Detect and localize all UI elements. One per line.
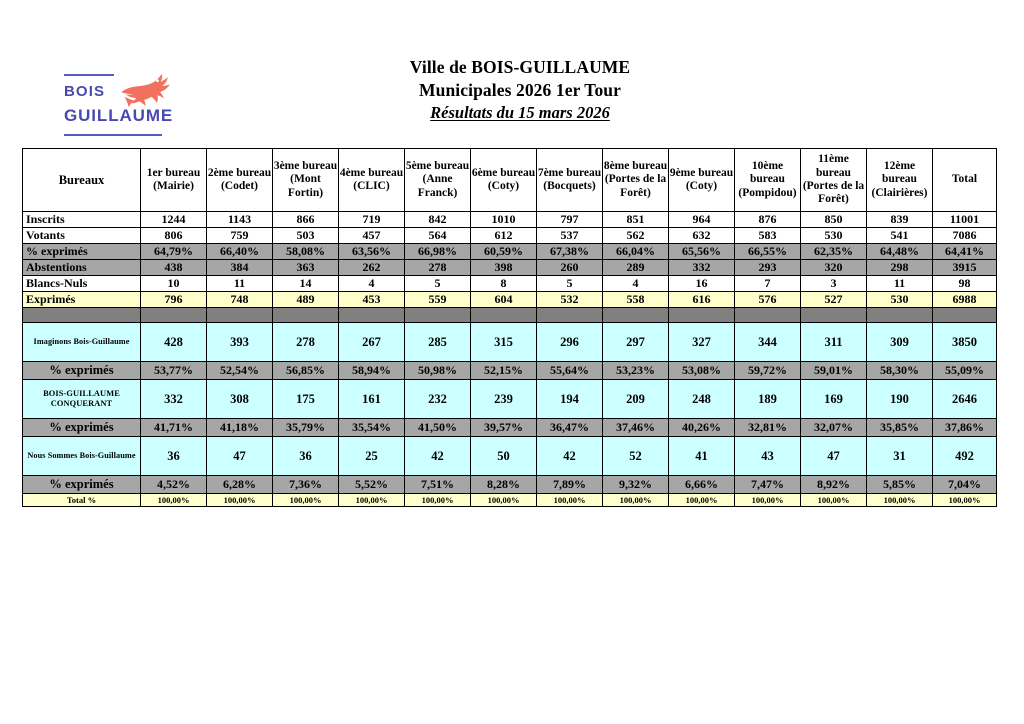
candidate-0-pct-7: 53,23% [603,362,669,380]
cell-r4-c11: 11 [867,276,933,292]
cell-r4-c6: 5 [537,276,603,292]
column-header-7: 7ème bureau (Bocquets) [537,149,603,212]
candidate-1-votes-6: 194 [537,380,603,419]
row-label-3: Abstentions [23,260,141,276]
separator-cell [933,308,997,323]
total-pct-2: 100,00% [273,494,339,507]
title-line-2: Municipales 2026 1er Tour [419,80,621,101]
cell-r3-c6: 260 [537,260,603,276]
candidate-1-votes-8: 248 [669,380,735,419]
cell-r4-c12: 98 [933,276,997,292]
separator-cell [537,308,603,323]
candidate-1-votes-0: 332 [141,380,207,419]
cell-r1-c7: 562 [603,228,669,244]
cell-r0-c5: 1010 [471,212,537,228]
candidate-1-votes-10: 169 [801,380,867,419]
election-results-table [22,148,997,507]
table-row [23,244,997,260]
candidate-1-votes-9: 189 [735,380,801,419]
logo-line-2: GUILLAUME [64,106,174,125]
cell-r4-c8: 16 [669,276,735,292]
candidate-percent-row [23,476,997,494]
candidate-0-votes-1: 393 [207,323,273,362]
total-row-label: Total % [23,494,141,507]
candidate-2-pct-9: 7,47% [735,476,801,494]
cell-r3-c0: 438 [141,260,207,276]
candidate-1-pct-1: 41,18% [207,419,273,437]
total-pct-11: 100,00% [867,494,933,507]
candidate-2-votes-10: 47 [801,437,867,476]
column-header-8: 8ème bureau (Portes de la Forêt) [603,149,669,212]
cell-r1-c0: 806 [141,228,207,244]
column-header-3: 3ème bureau (Mont Fortin) [273,149,339,212]
cell-r3-c7: 289 [603,260,669,276]
row-label-0: Inscrits [23,212,141,228]
cell-r0-c9: 876 [735,212,801,228]
cell-r0-c3: 719 [339,212,405,228]
candidate-0-pct-9: 59,72% [735,362,801,380]
candidate-0-pct-3: 58,94% [339,362,405,380]
cell-r0-c1: 1143 [207,212,273,228]
cell-r5-c0: 796 [141,292,207,308]
candidate-1-pct-8: 40,26% [669,419,735,437]
total-pct-10: 100,00% [801,494,867,507]
cell-r4-c4: 5 [405,276,471,292]
candidate-percent-row [23,419,997,437]
cell-r2-c6: 67,38% [537,244,603,260]
cell-r4-c5: 8 [471,276,537,292]
candidate-1-votes-4: 232 [405,380,471,419]
cell-r3-c1: 384 [207,260,273,276]
cell-r4-c3: 4 [339,276,405,292]
candidate-0-votes-6: 296 [537,323,603,362]
column-header-6: 6ème bureau (Coty) [471,149,537,212]
cell-r2-c5: 60,59% [471,244,537,260]
cell-r3-c11: 298 [867,260,933,276]
separator-cell [339,308,405,323]
candidate-1-pct-6: 36,47% [537,419,603,437]
cell-r2-c12: 64,41% [933,244,997,260]
candidate-2-votes-11: 31 [867,437,933,476]
cell-r2-c10: 62,35% [801,244,867,260]
cell-r0-c12: 11001 [933,212,997,228]
candidate-2-votes-5: 50 [471,437,537,476]
candidate-name-2: Nous Sommes Bois-Guillaume [23,437,141,476]
candidate-2-pct-12: 7,04% [933,476,997,494]
cell-r0-c8: 964 [669,212,735,228]
cell-r1-c8: 632 [669,228,735,244]
candidate-0-votes-0: 428 [141,323,207,362]
cell-r1-c1: 759 [207,228,273,244]
cell-r3-c10: 320 [801,260,867,276]
cell-r5-c9: 576 [735,292,801,308]
cell-r4-c10: 3 [801,276,867,292]
cell-r5-c4: 559 [405,292,471,308]
candidate-2-pct-4: 7,51% [405,476,471,494]
column-header-4: 4ème bureau (CLIC) [339,149,405,212]
separator-cell [141,308,207,323]
candidate-2-pct-label: % exprimés [23,476,141,494]
table-row [23,292,997,308]
candidate-1-pct-0: 41,71% [141,419,207,437]
column-header-10: 10ème bureau (Pompidou) [735,149,801,212]
candidate-1-pct-4: 41,50% [405,419,471,437]
cell-r4-c7: 4 [603,276,669,292]
candidate-2-votes-3: 25 [339,437,405,476]
candidate-0-pct-0: 53,77% [141,362,207,380]
cell-r0-c11: 839 [867,212,933,228]
row-label-4: Blancs-Nuls [23,276,141,292]
candidate-0-votes-7: 297 [603,323,669,362]
total-pct-6: 100,00% [537,494,603,507]
logo-line-1: BOIS [64,83,106,100]
total-pct-12: 100,00% [933,494,997,507]
separator-cell [603,308,669,323]
cell-r5-c6: 532 [537,292,603,308]
candidate-0-votes-5: 315 [471,323,537,362]
table-body [23,149,997,507]
total-pct-0: 100,00% [141,494,207,507]
cell-r4-c0: 10 [141,276,207,292]
cell-r2-c2: 58,08% [273,244,339,260]
cell-r4-c2: 14 [273,276,339,292]
separator-cell [405,308,471,323]
cell-r1-c10: 530 [801,228,867,244]
candidate-1-votes-2: 175 [273,380,339,419]
candidate-1-votes-11: 190 [867,380,933,419]
table-row [23,276,997,292]
candidate-1-pct-9: 32,81% [735,419,801,437]
cell-r2-c9: 66,55% [735,244,801,260]
cell-r3-c4: 278 [405,260,471,276]
candidate-0-pct-1: 52,54% [207,362,273,380]
column-header-bureaux: Bureaux [23,149,141,212]
total-pct-1: 100,00% [207,494,273,507]
candidate-2-pct-10: 8,92% [801,476,867,494]
candidate-1-pct-label: % exprimés [23,419,141,437]
document-header [0,52,1024,144]
results-table-container [22,148,992,507]
cell-r4-c1: 11 [207,276,273,292]
cell-r0-c0: 1244 [141,212,207,228]
total-pct-3: 100,00% [339,494,405,507]
candidate-2-votes-8: 41 [669,437,735,476]
cell-r5-c12: 6988 [933,292,997,308]
candidate-name-1: BOIS-GUILLAUME CONQUERANT [23,380,141,419]
candidate-0-pct-4: 50,98% [405,362,471,380]
candidate-0-pct-11: 58,30% [867,362,933,380]
cell-r1-c11: 541 [867,228,933,244]
candidate-0-pct-12: 55,09% [933,362,997,380]
candidate-2-pct-0: 4,52% [141,476,207,494]
candidate-0-votes-9: 344 [735,323,801,362]
candidate-1-pct-12: 37,86% [933,419,997,437]
column-header-12: 12ème bureau (Clairières) [867,149,933,212]
candidate-name-0: Imaginons Bois-Guillaume [23,323,141,362]
candidate-votes-row [23,380,997,419]
candidate-2-pct-2: 7,36% [273,476,339,494]
candidate-1-pct-10: 32,07% [801,419,867,437]
candidate-0-pct-label: % exprimés [23,362,141,380]
cell-r2-c1: 66,40% [207,244,273,260]
candidate-percent-row [23,362,997,380]
candidate-1-votes-3: 161 [339,380,405,419]
total-pct-7: 100,00% [603,494,669,507]
separator-cell [669,308,735,323]
separator-cell [867,308,933,323]
cell-r4-c9: 7 [735,276,801,292]
title-line-1: Ville de BOIS-GUILLAUME [409,57,631,77]
candidate-0-pct-10: 59,01% [801,362,867,380]
candidate-2-votes-12: 492 [933,437,997,476]
cell-r5-c11: 530 [867,292,933,308]
cell-r3-c2: 363 [273,260,339,276]
cell-r3-c9: 293 [735,260,801,276]
table-row [23,228,997,244]
separator-band [23,308,997,323]
cell-r2-c3: 63,56% [339,244,405,260]
candidate-2-votes-4: 42 [405,437,471,476]
cell-r2-c4: 66,98% [405,244,471,260]
table-row [23,260,997,276]
candidate-votes-row [23,323,997,362]
candidate-2-votes-9: 43 [735,437,801,476]
cell-r0-c4: 842 [405,212,471,228]
separator-cell [273,308,339,323]
candidate-2-votes-7: 52 [603,437,669,476]
cell-r3-c5: 398 [471,260,537,276]
cell-r5-c8: 616 [669,292,735,308]
cell-r5-c2: 489 [273,292,339,308]
row-label-1: Votants [23,228,141,244]
total-percent-row [23,494,997,507]
cell-r0-c7: 851 [603,212,669,228]
total-pct-5: 100,00% [471,494,537,507]
candidate-0-pct-5: 52,15% [471,362,537,380]
cell-r2-c7: 66,04% [603,244,669,260]
candidate-0-pct-8: 53,08% [669,362,735,380]
candidate-1-pct-3: 35,54% [339,419,405,437]
column-header-1: 1er bureau (Mairie) [141,149,207,212]
column-header-13: Total [933,149,997,212]
cell-r0-c2: 866 [273,212,339,228]
cell-r2-c8: 65,56% [669,244,735,260]
separator-cell [735,308,801,323]
candidate-0-votes-8: 327 [669,323,735,362]
title-line-3: Résultats du 15 mars 2026 [430,103,610,123]
cell-r0-c6: 797 [537,212,603,228]
cell-r5-c1: 748 [207,292,273,308]
cell-r1-c12: 7086 [933,228,997,244]
cell-r5-c7: 558 [603,292,669,308]
logo-rule-top [64,74,114,76]
candidate-1-pct-5: 39,57% [471,419,537,437]
candidate-2-pct-5: 8,28% [471,476,537,494]
title-block [240,56,800,124]
candidate-1-votes-7: 209 [603,380,669,419]
candidate-2-votes-1: 47 [207,437,273,476]
column-header-5: 5ème bureau (Anne Franck) [405,149,471,212]
column-header-11: 11ème bureau (Portes de la Forêt) [801,149,867,212]
candidate-0-votes-4: 285 [405,323,471,362]
table-header-row [23,149,997,212]
separator-cell [801,308,867,323]
candidate-0-pct-6: 55,64% [537,362,603,380]
column-header-9: 9ème bureau (Coty) [669,149,735,212]
cell-r3-c12: 3915 [933,260,997,276]
candidate-1-votes-12: 2646 [933,380,997,419]
candidate-2-pct-11: 5,85% [867,476,933,494]
candidate-0-votes-10: 311 [801,323,867,362]
cell-r0-c10: 850 [801,212,867,228]
candidate-2-pct-7: 9,32% [603,476,669,494]
cell-r1-c6: 537 [537,228,603,244]
candidate-0-votes-12: 3850 [933,323,997,362]
candidate-1-pct-2: 35,79% [273,419,339,437]
row-label-2: % exprimés [23,244,141,260]
candidate-1-pct-7: 37,46% [603,419,669,437]
lion-icon [112,68,174,110]
total-pct-8: 100,00% [669,494,735,507]
candidate-1-votes-1: 308 [207,380,273,419]
cell-r1-c4: 564 [405,228,471,244]
cell-r2-c11: 64,48% [867,244,933,260]
candidate-0-votes-2: 278 [273,323,339,362]
candidate-2-pct-8: 6,66% [669,476,735,494]
candidate-2-pct-3: 5,52% [339,476,405,494]
table-row [23,212,997,228]
candidate-1-pct-11: 35,85% [867,419,933,437]
cell-r1-c5: 612 [471,228,537,244]
candidate-0-votes-11: 309 [867,323,933,362]
separator-cell [471,308,537,323]
cell-r2-c0: 64,79% [141,244,207,260]
row-label-5: Exprimés [23,292,141,308]
cell-r3-c3: 262 [339,260,405,276]
candidate-0-votes-3: 267 [339,323,405,362]
candidate-2-votes-2: 36 [273,437,339,476]
cell-r1-c3: 457 [339,228,405,244]
cell-r5-c3: 453 [339,292,405,308]
candidate-2-votes-0: 36 [141,437,207,476]
total-pct-4: 100,00% [405,494,471,507]
candidate-votes-row [23,437,997,476]
candidate-2-pct-6: 7,89% [537,476,603,494]
candidate-2-pct-1: 6,28% [207,476,273,494]
separator-cell [23,308,141,323]
separator-cell [207,308,273,323]
cell-r5-c5: 604 [471,292,537,308]
candidate-1-votes-5: 239 [471,380,537,419]
cell-r1-c9: 583 [735,228,801,244]
cell-r1-c2: 503 [273,228,339,244]
candidate-2-votes-6: 42 [537,437,603,476]
cell-r3-c8: 332 [669,260,735,276]
column-header-2: 2ème bureau (Codet) [207,149,273,212]
city-logo [44,62,176,140]
candidate-0-pct-2: 56,85% [273,362,339,380]
cell-r5-c10: 527 [801,292,867,308]
total-pct-9: 100,00% [735,494,801,507]
logo-rule-bottom [64,134,162,136]
